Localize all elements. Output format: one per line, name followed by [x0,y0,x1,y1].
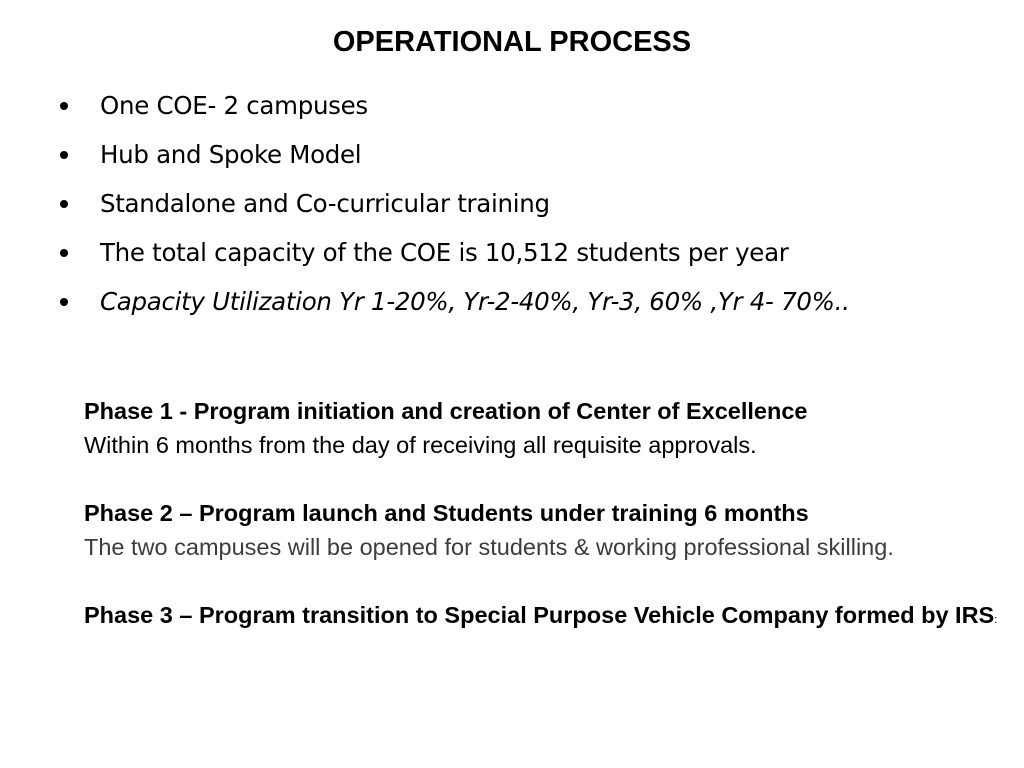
phase-3-heading [84,598,1004,637]
bullet-text: Standalone and Co-curricular training [100,189,550,218]
phase-2 [84,496,1004,564]
bullet-item-hub-spoke [58,135,850,184]
phases-section [84,394,1004,671]
bullet-dot-icon [60,151,68,159]
phase-1-heading: Phase 1 - Program initiation and creation of Center of Excellence [84,398,808,424]
phase-3-heading-text: Phase 3 – Program transition to Special Purpose Vehicle Company formed by IRS [84,602,995,628]
bullet-text: Hub and Spoke Model [100,140,362,169]
bullet-dot-icon [60,200,68,208]
bullet-item-campuses [58,86,850,135]
phase-2-heading: Phase 2 – Program launch and Students under training 6 months [84,500,809,526]
bullet-item-utilization [58,282,850,331]
phase-3 [84,598,1004,637]
slide-title: OPERATIONAL PROCESS [332,26,692,58]
bullet-text: One COE- 2 campuses [100,91,368,120]
bullet-dot-icon [60,102,68,110]
bullet-dot-icon [60,249,68,257]
phase-1 [84,394,1004,462]
phase-3-suffix: : [994,614,998,626]
bullet-dot-icon [60,298,68,306]
bullet-list [58,86,850,331]
phase-2-description: The two campuses will be opened for students & working professional skilling. [84,534,894,560]
bullet-text: The total capacity of the COE is 10,512 students per year [100,238,789,267]
bullet-item-capacity [58,233,850,282]
phase-1-description: Within 6 months from the day of receiving all requisite approvals. [84,432,757,458]
bullet-item-training [58,184,850,233]
bullet-text: Capacity Utilization Yr 1-20%, Yr-2-40%, Yr-3, 60% ,Yr 4- 70%.. [100,287,850,316]
